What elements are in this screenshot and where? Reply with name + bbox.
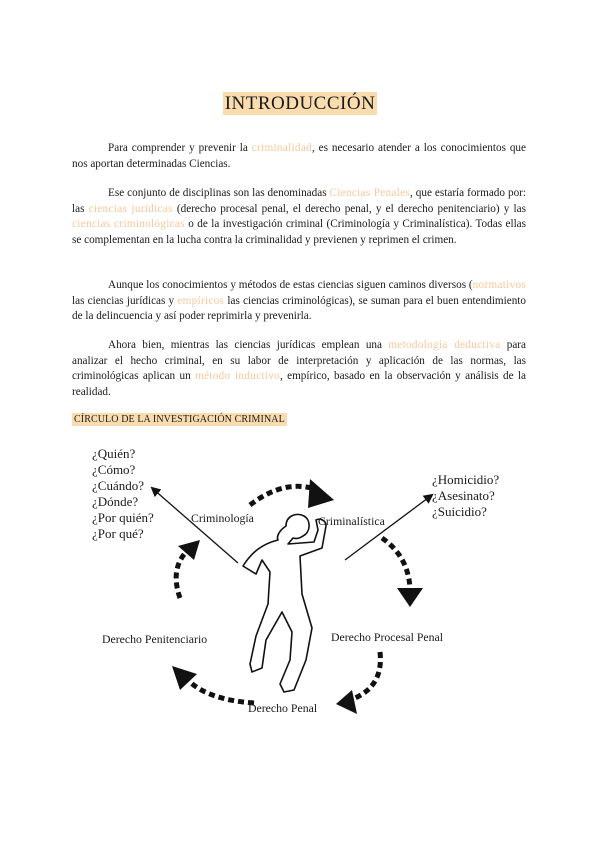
p2-highlight-ciencias-penales: Ciencias Penales <box>329 187 411 199</box>
p4-text-c: , empírico, basado en la observación y análisis de la realidad. <box>72 370 526 398</box>
question-cuando: ¿Cuándo? <box>92 478 144 493</box>
questions-left <box>92 446 154 542</box>
cycle-arrowhead-2 <box>397 588 423 607</box>
cycle-arrow-penitenciario-to-criminologia <box>176 552 186 598</box>
p3-text-c: las ciencias criminológicas), se suman para el buen entendimiento de la delincuencia y así poder reprimirla y prevenirla. <box>72 294 527 322</box>
question-donde: ¿Dónde? <box>92 494 139 509</box>
label-criminalistica: Criminalística <box>318 514 385 528</box>
cycle-arrow-procesal-to-penal <box>350 652 380 700</box>
section-title: CÍRCULO DE LA INVESTIGACIÓN CRIMINAL <box>74 414 285 425</box>
question-por-quien: ¿Por quién? <box>92 510 154 525</box>
question-por-que: ¿Por qué? <box>92 526 144 541</box>
p2-text-c: (derecho procesal penal, el derecho penal, y el derecho penitenciario) y las <box>172 202 526 215</box>
page-title: INTRODUCCIÓN <box>224 93 376 114</box>
question-suicidio: ¿Suicidio? <box>432 504 487 519</box>
questions-right <box>432 472 499 520</box>
cycle-arrow-criminalistica-to-procesal <box>382 538 410 588</box>
p2-highlight-ciencias-juridicas: ciencias jurídicas <box>88 202 173 215</box>
label-derecho-procesal-penal: Derecho Procesal Penal <box>331 630 444 644</box>
p2-text-a: Ese conjunto de disciplinas son las denominadas <box>108 187 330 199</box>
question-homicidio: ¿Homicidio? <box>432 472 500 487</box>
p2-text-b: , que estaría formado por: las <box>72 187 526 215</box>
label-derecho-penal: Derecho Penal <box>248 701 318 715</box>
cycle-arrow-penal-to-penitenciario <box>190 682 254 703</box>
p3-text-b: las ciencias jurídicas y <box>72 294 178 307</box>
p1-text-b: , es necesario atender a los conocimientos que nos aportan determinadas Ciencias. <box>72 142 526 170</box>
question-asesinato: ¿Asesinato? <box>432 488 495 503</box>
p2-text-d: o de la investigación criminal (Criminología y Criminalística). Todas ellas se complementan en la lucha contra la criminalidad y previenen y reprimen el crimen. <box>72 218 526 246</box>
question-como: ¿Cómo? <box>92 462 136 477</box>
cycle-arrow-criminologia-to-criminalistica <box>250 486 318 505</box>
p3-highlight-empiricos: empíricos <box>177 294 225 307</box>
cycle-arrowhead-3 <box>336 690 357 714</box>
p1-text-a: Para comprender y prevenir la <box>108 142 252 154</box>
p4-text-a: Ahora bien, mientras las ciencias jurídicas emplean una <box>108 339 389 351</box>
question-quien: ¿Quién? <box>92 446 136 461</box>
p2-highlight-ciencias-criminologicas: ciencias criminológicas <box>72 218 185 230</box>
p3-text-a: Aunque los conocimientos y métodos de estas ciencias siguen caminos diversos ( <box>108 279 473 291</box>
label-criminologia: Criminología <box>191 511 254 525</box>
p4-highlight-metodo-inductivo: método inductivo <box>195 370 280 382</box>
body-silhouette-outline <box>243 514 326 692</box>
p3-highlight-normativos: normativos <box>472 279 526 291</box>
p4-text-b: para analizar el hecho criminal, en su labor de interpretación y aplicación de las normas, las criminológicas aplican un <box>72 339 526 382</box>
p1-highlight-criminalidad: criminalidad <box>251 142 312 154</box>
cycle-arrowhead-1 <box>308 479 334 508</box>
label-derecho-penitenciario: Derecho Penitenciario <box>102 632 208 646</box>
p4-highlight-metodologia-deductiva: metodología deductiva <box>388 339 501 351</box>
